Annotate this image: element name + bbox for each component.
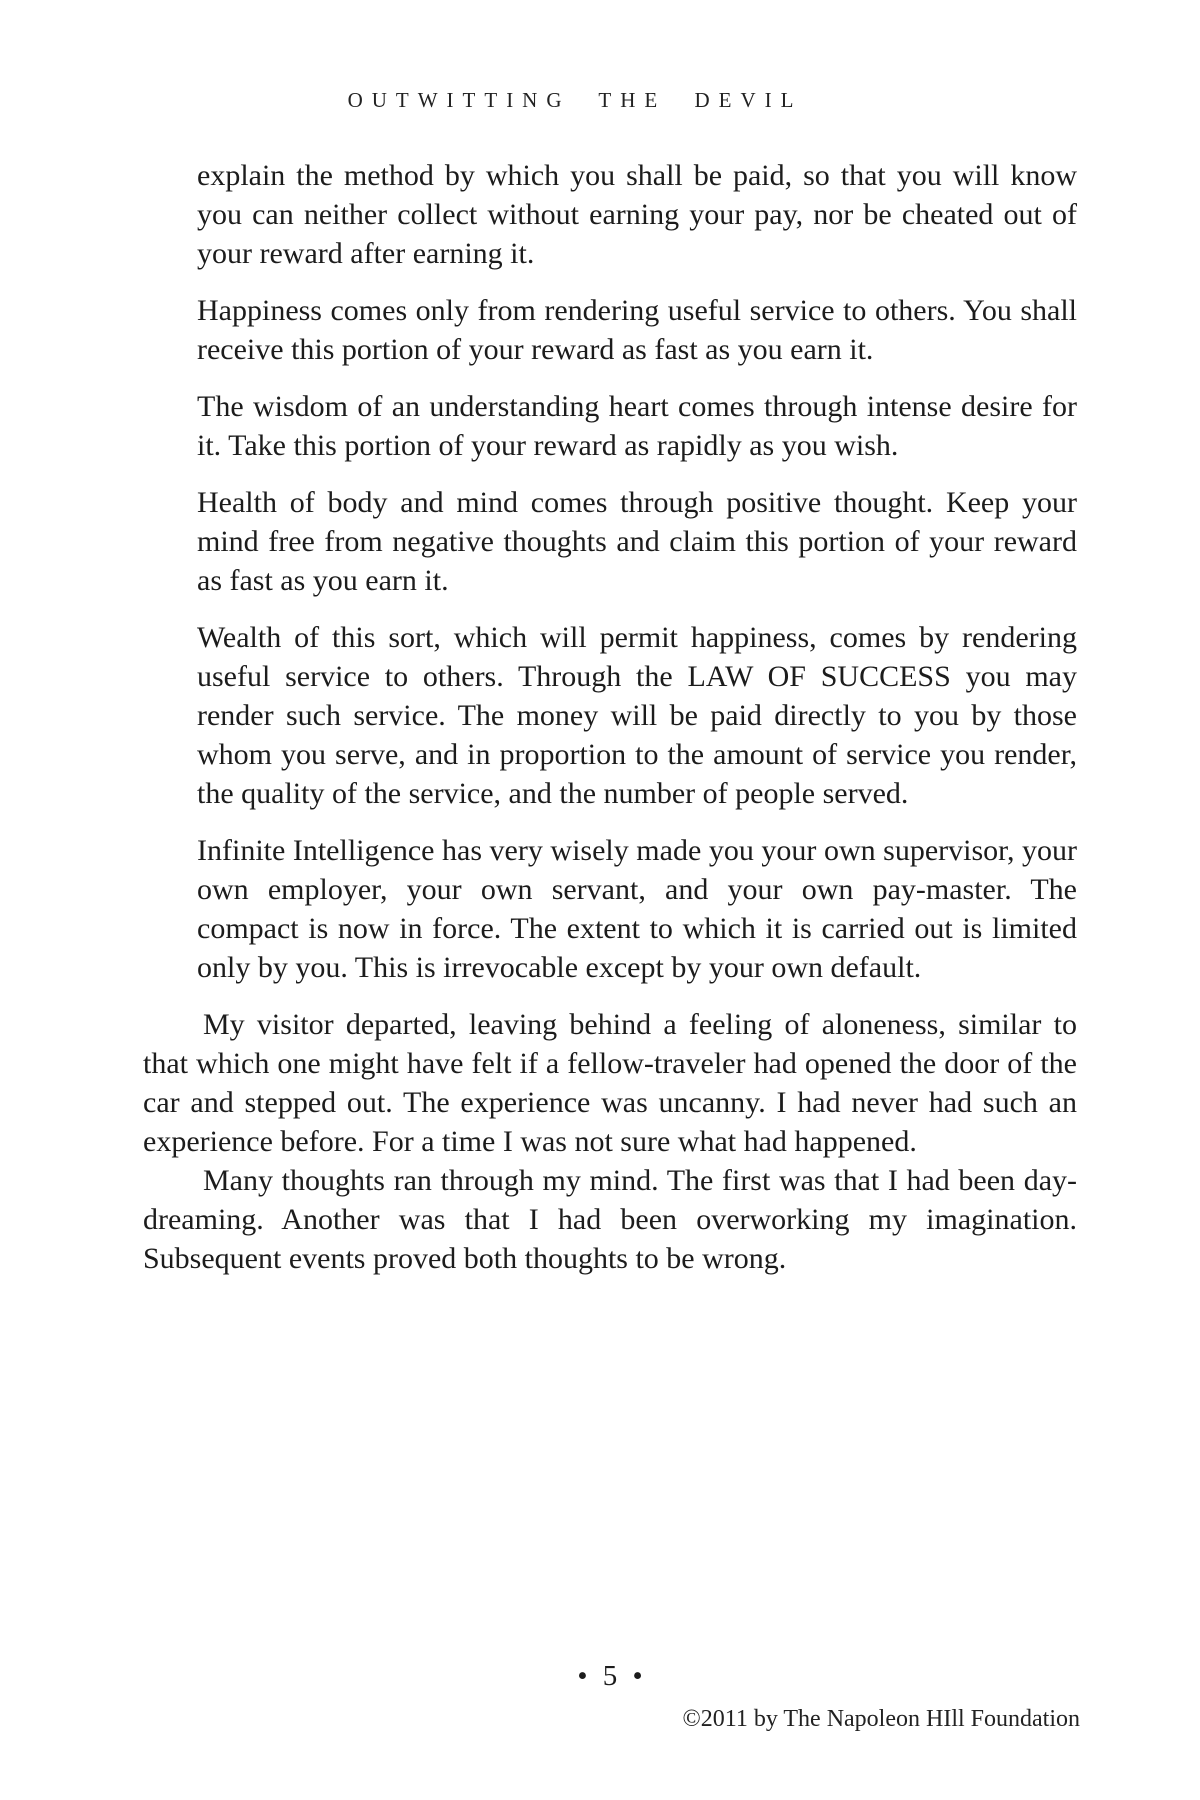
paragraph: Many thoughts ran through my mind. The first was that I had been day-dreaming. Another was that I had been overworking my imagination. Subsequent events proved both thoughts to be wrong. (143, 1164, 1077, 1275)
copyright-notice: ©2011 by The Napoleon HIll Foundation (682, 1706, 1080, 1732)
paragraph: Infinite Intelligence has very wisely made you your own supervisor, your own employer, your own servant, and your own pay-master. The compact is now in force. The extent to which it is carried out is limited only by you. This is irrevocable except by your own default. (197, 834, 1077, 984)
paragraph: The wisdom of an understanding heart comes through intense desire for it. Take this portion of your reward as rapidly as you wish. (197, 390, 1077, 462)
paragraph: Health of body and mind comes through positive thought. Keep your mind free from negative thoughts and claim this portion of your reward as fast as you earn it. (197, 486, 1077, 597)
page-number: • 5 • (577, 1660, 643, 1692)
narrative-section (143, 1005, 1077, 1278)
paragraph: explain the method by which you shall be paid, so that you will know you can neither collect without earning your pay, nor be cheated out of your reward after earning it. (197, 159, 1077, 270)
running-header: OUTWITTING THE DEVIL (347, 88, 803, 112)
paragraph: Wealth of this sort, which will permit happiness, comes by rendering useful service to others. Through the LAW OF SUCCESS you may render such service. The money will be paid directly to you by those whom you serve, and in proportion to the amount of service you render, the quality of the service, and the number of people served. (197, 621, 1077, 810)
compact-section (197, 156, 1077, 987)
paragraph: Happiness comes only from rendering useful service to others. You shall receive this portion of your reward as fast as you earn it. (197, 294, 1077, 366)
paragraph: My visitor departed, leaving behind a feeling of aloneness, similar to that which one might have felt if a fellow-traveler had opened the door of the car and stepped out. The experience was uncanny. I had never had such an experience before. For a time I was not sure what had happened. (143, 1008, 1077, 1158)
text-column (143, 156, 1077, 1278)
